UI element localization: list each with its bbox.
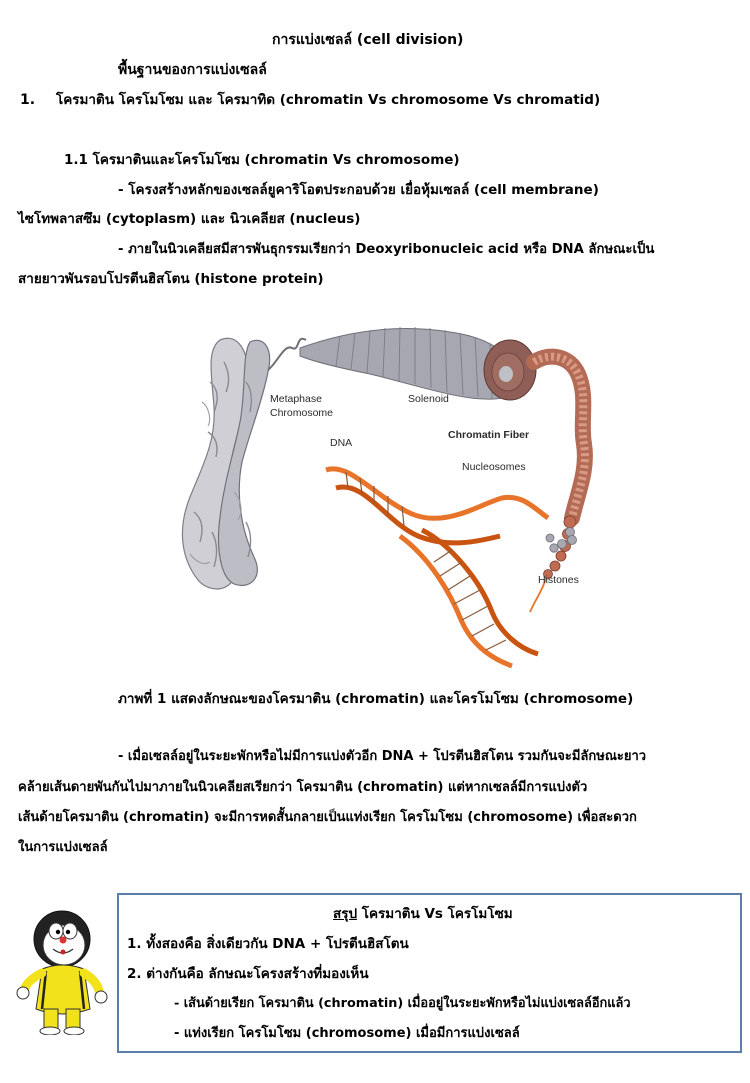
paragraph-3-line-3: [18, 809, 637, 827]
section-1-heading: โครมาติน โครโมโซม และ โครมาทิด (chromatin Vs chromosome Vs chromatid): [56, 92, 601, 108]
summary-item-2: 2. ต่างกันคือ ลักษณะโครงสร้างที่มองเห็น: [127, 966, 369, 982]
metaphase-chromosome-drawing: [182, 338, 269, 589]
figure-caption: ภาพที่ 1 แสดงลักษณะของโครมาติน (chromatin) และโครโมโซม (chromosome): [118, 691, 634, 707]
paragraph-1-line-1: - โครงสร้างหลักของเซลล์ยูคาริโอตประกอบด้วย เยื่อหุ้มเซลล์ (cell membrane): [118, 182, 599, 198]
summary-item-1: 1. ทั้งสองคือ สิ่งเดียวกัน DNA + โปรตีนฮิสโตน: [127, 936, 409, 952]
paragraph-2-line-2: สายยาวพันรอบโปรตีนฮิสโตน (histone protein): [18, 271, 324, 287]
paragraph-3-line-3-a: เส้นด้ายโครมาติน (chromatin) จะมีการหดสั้นกลายเป็นแท่งเรียก: [18, 810, 401, 825]
paragraph-3-line-2-a: คล้ายเส้นดายพันกันไปมาภายในนิวเคลียสเรียกว่า: [18, 780, 297, 795]
label-nucleosomes: Nucleosomes: [462, 461, 526, 473]
summary-sub-1: - เส้นด้ายเรียก โครมาติน (chromatin) เมื่ออยู่ในระยะพักหรือไม่แบ่งเซลล์อีกแล้ว: [174, 996, 631, 1011]
histone-spheres: [546, 528, 577, 553]
page-subtitle: พื้นฐานของการแบ่งเซลล์: [118, 62, 267, 78]
paragraph-3-line-3-c: เพื่อสะดวก: [573, 810, 637, 825]
page-title: การแบ่งเซลล์ (cell division): [272, 32, 464, 48]
label-chromosome: Chromosome: [270, 407, 334, 419]
summary-sub-2: - แท่งเรียก โครโมโซม (chromosome) เมื่อมีการแบ่งเซลล์: [174, 1026, 520, 1041]
label-chromatin-fiber: Chromatin Fiber: [448, 429, 530, 441]
section-1-number: 1.: [20, 92, 36, 108]
paragraph-2-line-1: - ภายในนิวเคลียสมีสารพันธุกรรมเรียกว่า Deoxyribonucleic acid หรือ DNA ลักษณะเป็น: [118, 242, 655, 257]
chromatin-fiber-drawing: [534, 357, 585, 518]
paragraph-1-line-2: ไซโทพลาสซึม (cytoplasm) และ นิวเคลียส (nucleus): [18, 211, 361, 227]
label-dna: DNA: [330, 437, 353, 449]
summary-title-rest: โครมาติน Vs โครโมโซม: [357, 906, 513, 922]
paragraph-3-line-2-c: แต่หากเซลล์มีการแบ่งตัว: [443, 780, 588, 795]
term-chromosome: โครโมโซม (chromosome): [400, 810, 574, 825]
label-solenoid: Solenoid: [408, 393, 449, 405]
dna-double-helix: [326, 469, 548, 666]
summary-title: [333, 905, 513, 923]
summary-title-prefix: สรุป: [333, 906, 358, 922]
section-1-1-heading: 1.1 โครมาตินและโครโมโซม (chromatin Vs chromosome): [64, 152, 460, 168]
label-metaphase: Metaphase: [270, 393, 322, 405]
doraemon-mascot-icon: [12, 905, 112, 1035]
paragraph-3-line-2: [18, 779, 587, 797]
paragraph-3-line-4: ในการแบ่งเซลล์: [18, 840, 108, 855]
solenoid-drawing: [300, 327, 536, 400]
label-histones: Histones: [538, 574, 579, 586]
term-chromatin: โครมาติน (chromatin): [296, 780, 444, 795]
chromatin-chromosome-figure: [150, 322, 630, 674]
paragraph-3-line-1: - เมื่อเซลล์อยู่ในระยะพักหรือไม่มีการแบ่งตัวอีก DNA + โปรตีนฮิสโตน รวมกันจะมีลักษณะยาว: [118, 749, 647, 764]
